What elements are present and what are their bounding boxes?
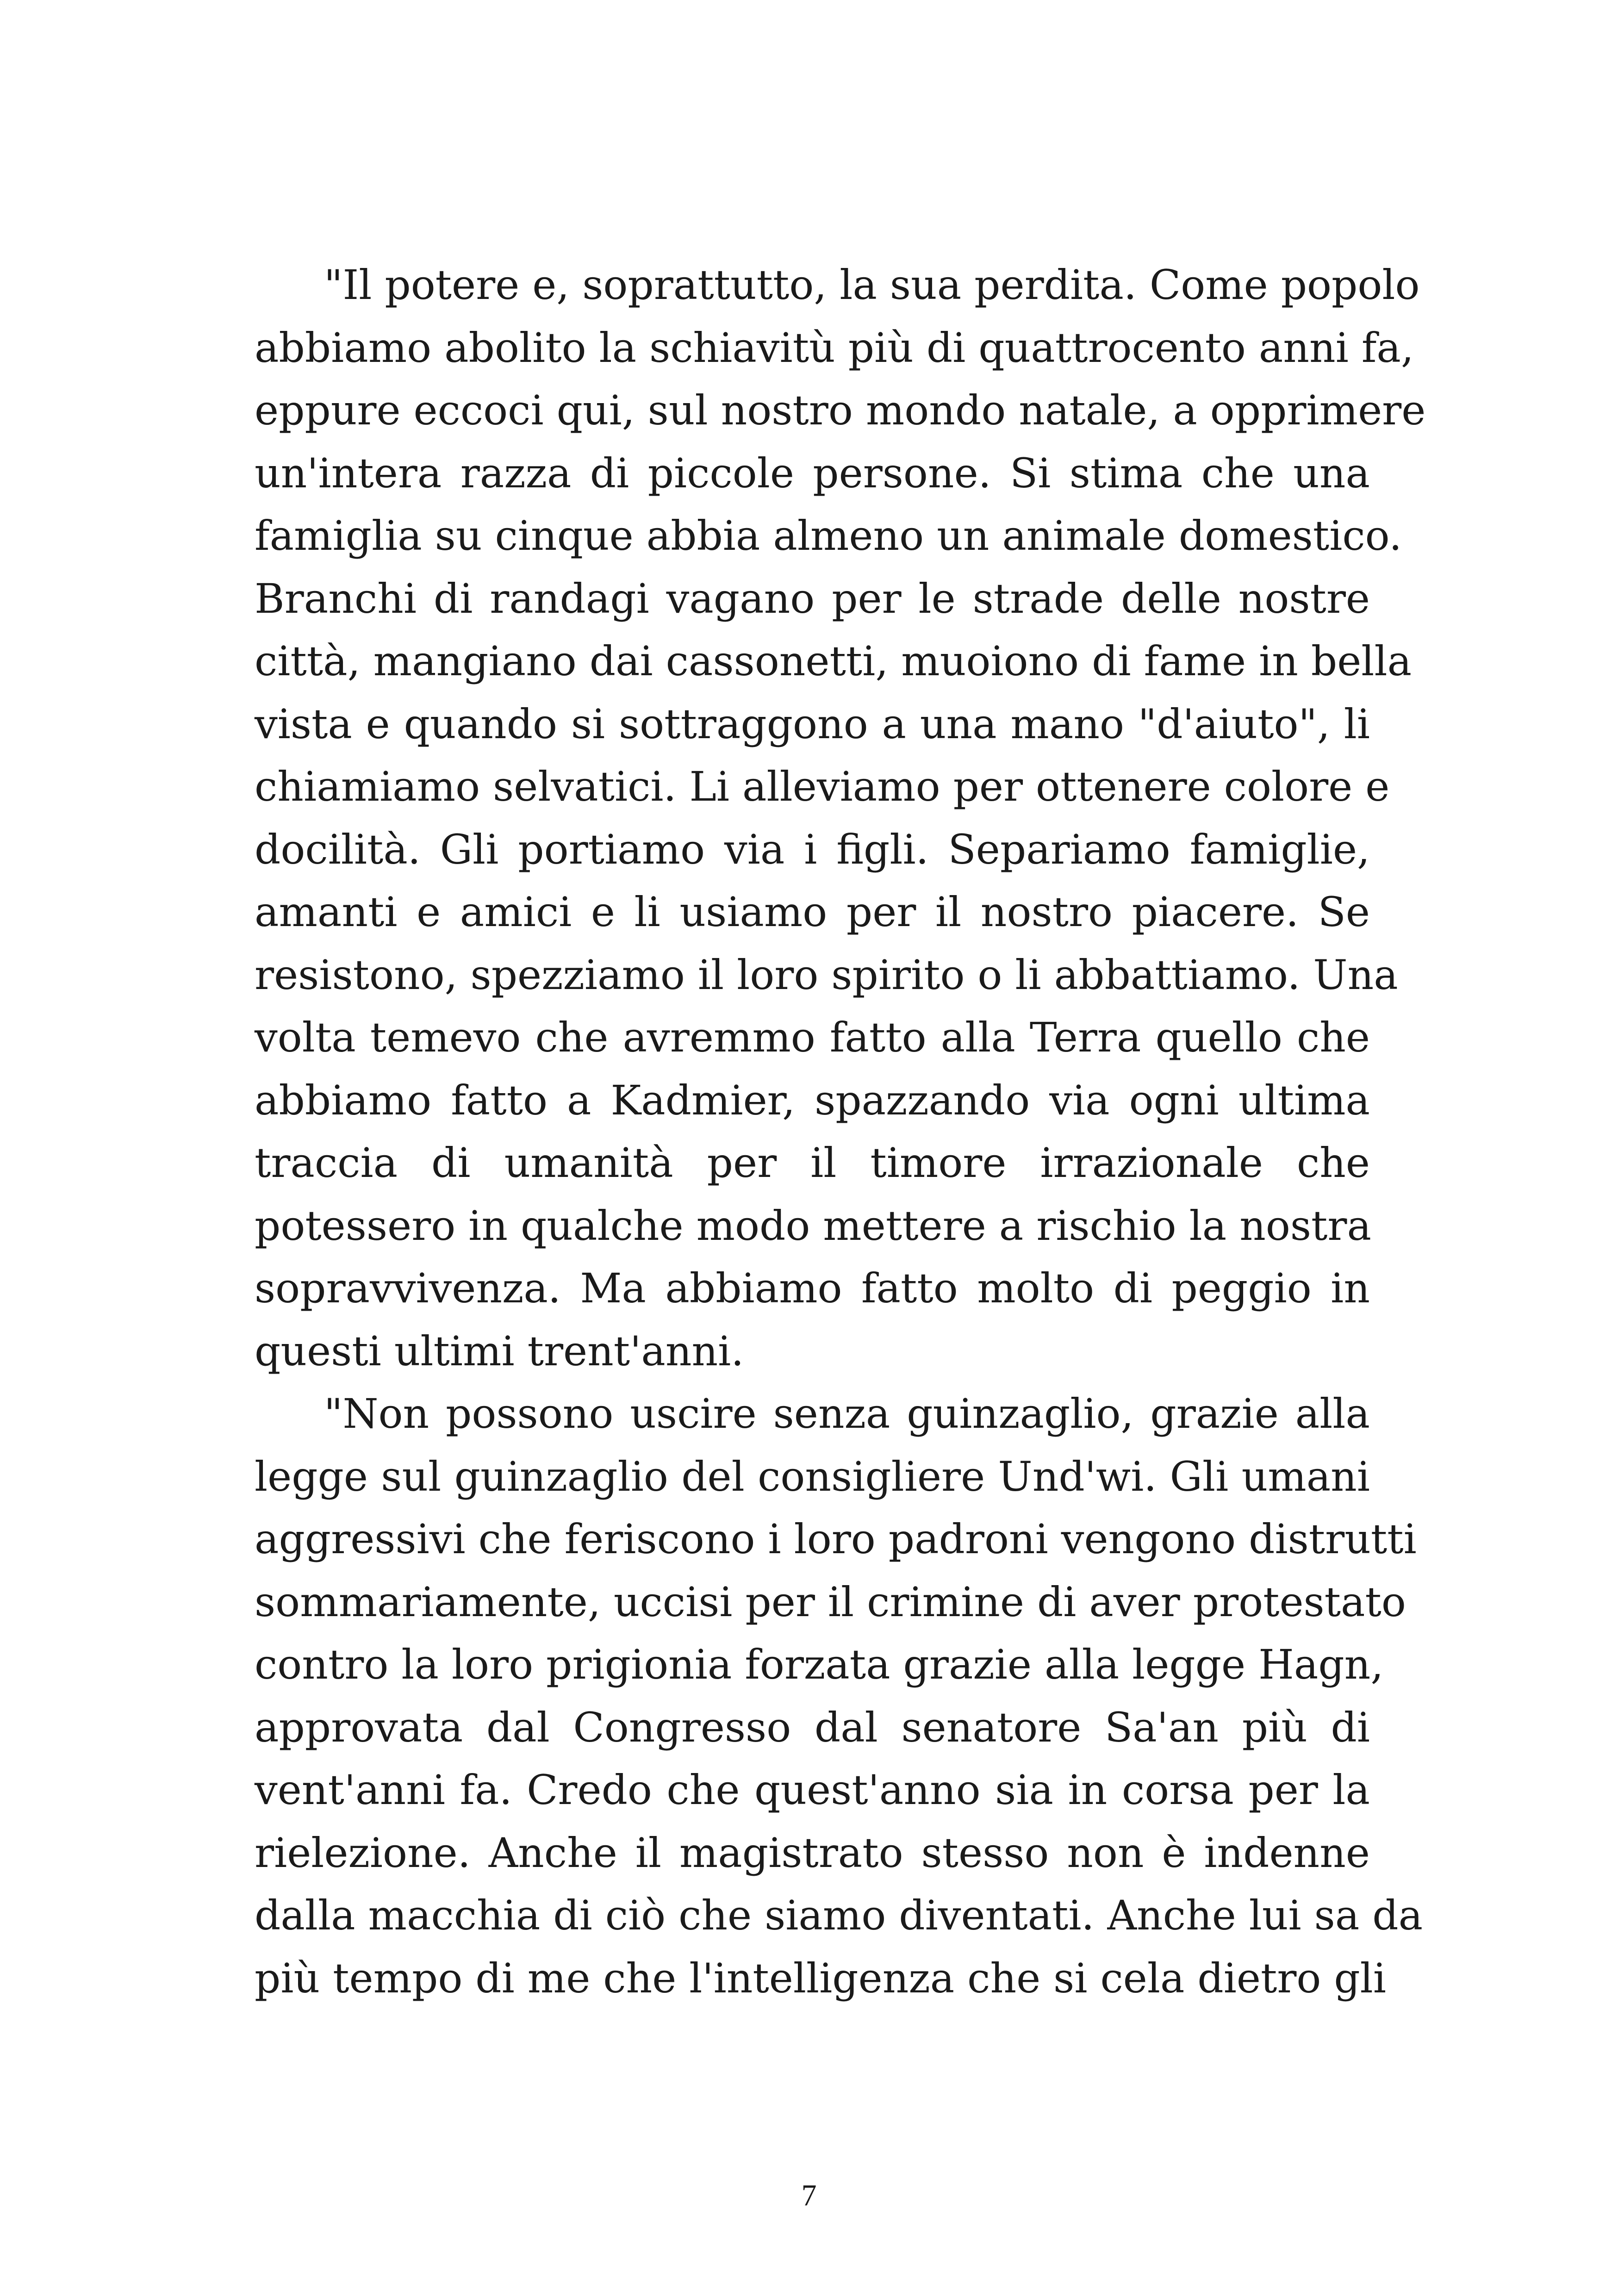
text-line: potessero in qualche modo mettere a rischio la nostra <box>255 1201 1371 1250</box>
text-line: aggressivi che feriscono i loro padroni vengono distrutti <box>255 1515 1417 1563</box>
page-number: 7 <box>801 2178 817 2212</box>
text-line: un'intera razza di piccole persone. Si stima che una <box>255 449 1370 497</box>
paragraph-2 <box>255 1382 1423 2010</box>
text-line: traccia di umanità per il timore irrazionale che <box>255 1139 1370 1187</box>
text-line: abbiamo abolito la schiavitù più di quattrocento anni fa, <box>255 324 1414 372</box>
text-line: più tempo di me che l'intelligenza che si cela dietro gli <box>255 1954 1386 2002</box>
body-text <box>255 254 1426 2010</box>
text-line: abbiamo fatto a Kadmier, spazzando via ogni ultima <box>255 1076 1370 1124</box>
text-line: questi ultimi trent'anni. <box>255 1327 744 1375</box>
text-line: docilità. Gli portiamo via i figli. Separiamo famiglie, <box>255 825 1370 873</box>
text-line: sommariamente, uccisi per il crimine di aver protestato <box>255 1578 1406 1626</box>
text-line: dalla macchia di ciò che siamo diventati. Anche lui sa da <box>255 1892 1423 1939</box>
text-line: volta temevo che avremmo fatto alla Terra quello che <box>255 1014 1370 1061</box>
text-line: rielezione. Anche il magistrato stesso non è indenne <box>255 1829 1370 1877</box>
text-line: contro la loro prigionia forzata grazie alla legge Hagn, <box>255 1641 1384 1688</box>
text-line: resistono, spezziamo il loro spirito o li abbattiamo. Una <box>255 951 1398 999</box>
text-line: sopravvivenza. Ma abbiamo fatto molto di peggio in <box>255 1264 1370 1312</box>
text-line: "Il potere e, soprattutto, la sua perdita. Come popolo <box>324 261 1420 309</box>
text-line: città, mangiano dai cassonetti, muoiono di fame in bella <box>255 637 1412 685</box>
text-line: approvata dal Congresso dal senatore Sa'an più di <box>255 1703 1370 1751</box>
text-line: Branchi di randagi vagano per le strade delle nostre <box>255 574 1370 622</box>
text-line: legge sul guinzaglio del consigliere Und'wi. Gli umani <box>255 1452 1370 1500</box>
paragraph-1 <box>255 254 1426 1382</box>
text-line: famiglia su cinque abbia almeno un animale domestico. <box>255 512 1402 560</box>
text-line: chiamiamo selvatici. Li alleviamo per ottenere colore e <box>255 763 1390 810</box>
text-line: vista e quando si sottraggono a una mano "d'aiuto", li <box>255 700 1370 748</box>
text-line: vent'anni fa. Credo che quest'anno sia in corsa per la <box>255 1766 1370 1814</box>
text-line: "Non possono uscire senza guinzaglio, grazie alla <box>324 1390 1370 1437</box>
text-line: amanti e amici e li usiamo per il nostro piacere. Se <box>255 888 1370 936</box>
text-line: eppure eccoci qui, sul nostro mondo natale, a opprimere <box>255 386 1426 434</box>
